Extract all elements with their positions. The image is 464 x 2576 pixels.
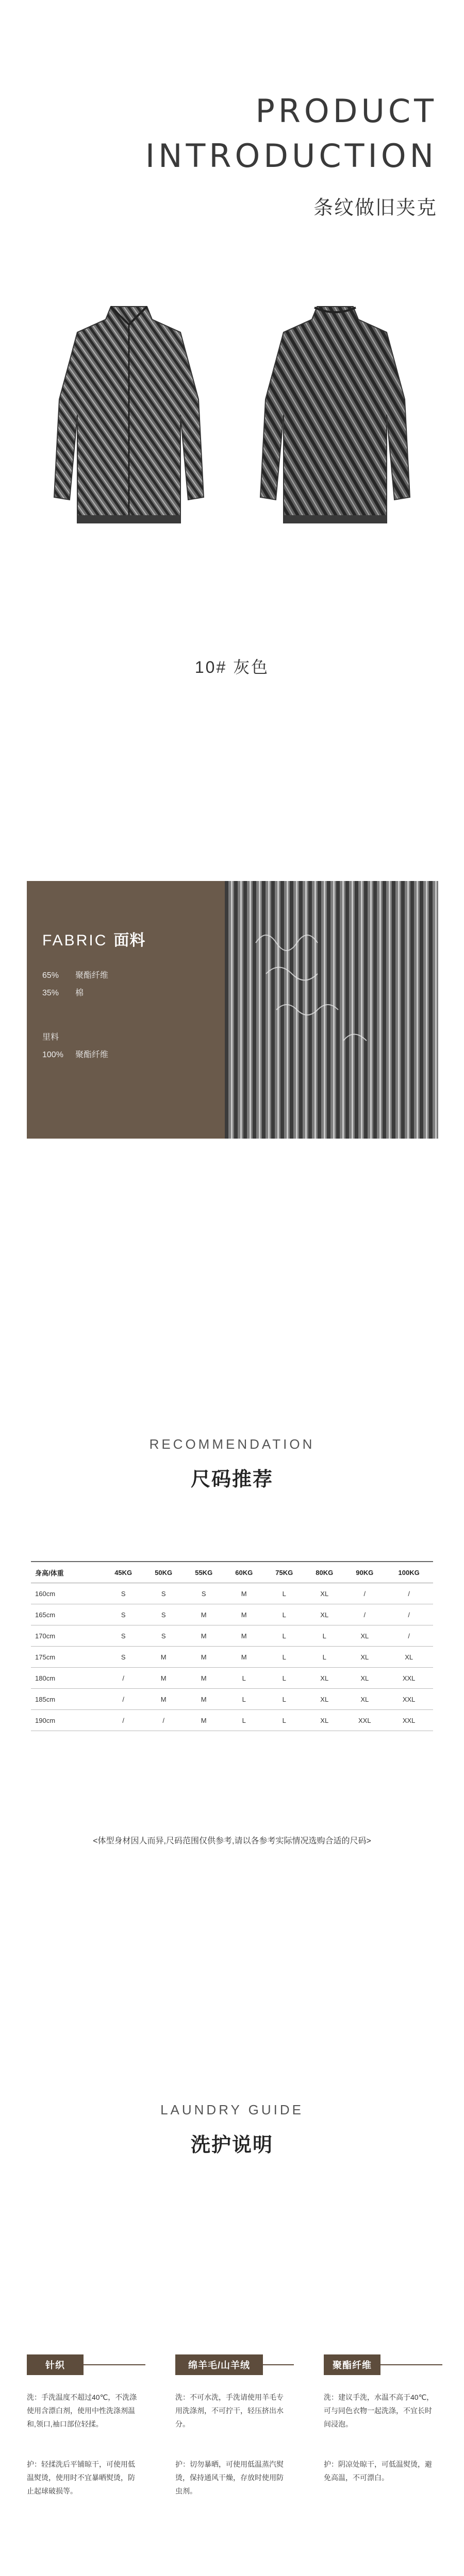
- fabric-material: 聚酯纤维: [75, 971, 109, 980]
- size-value-cell: M: [224, 1583, 264, 1604]
- size-height-cell: 185cm: [31, 1689, 103, 1710]
- size-value-cell: L: [264, 1668, 304, 1689]
- size-value-cell: /: [103, 1668, 143, 1689]
- care-maintain-text: 护：切勿暴晒，可使用低温蒸汽熨烫，保持通风干燥，存放时使用防虫剂。: [175, 2460, 284, 2495]
- size-value-cell: /: [344, 1604, 385, 1625]
- size-value-cell: /: [385, 1625, 433, 1647]
- care-divider: [380, 2364, 442, 2365]
- size-value-cell: S: [103, 1604, 143, 1625]
- lining-material: 聚酯纤维: [75, 1050, 109, 1059]
- fabric-title-en: FABRIC: [42, 932, 108, 949]
- size-value-cell: L: [264, 1710, 304, 1731]
- size-value-cell: M: [184, 1668, 224, 1689]
- size-value-cell: L: [224, 1710, 264, 1731]
- size-table-row: [31, 1689, 433, 1710]
- care-wash-text: 洗：建议手洗，水温不高于40℃，可与同色衣物一起洗涤，不宜长时间浸泡。: [324, 2393, 434, 2428]
- size-value-cell: S: [143, 1583, 184, 1604]
- size-value-cell: /: [103, 1689, 143, 1710]
- size-table-row: [31, 1668, 433, 1689]
- size-value-cell: M: [143, 1668, 184, 1689]
- size-table-row: [31, 1583, 433, 1604]
- care-maintain-text: 护：阴凉处晾干，可低温熨烫，避免高温，不可漂白。: [324, 2460, 432, 2482]
- size-note: <体型身材因人而异,尺码范围仅供参考,请以各参考实际情况选购合适的尺码>: [93, 1837, 371, 1845]
- fabric-closeup-image: [225, 881, 438, 1139]
- size-value-cell: L: [264, 1689, 304, 1710]
- size-height-cell: 170cm: [31, 1625, 103, 1647]
- size-value-cell: XL: [304, 1668, 344, 1689]
- size-header-cell: 100KG: [385, 1562, 433, 1583]
- fabric-pct: 35%: [42, 989, 59, 997]
- size-value-cell: XL: [304, 1604, 344, 1625]
- care-tag: 针织: [27, 2354, 84, 2375]
- size-value-cell: M: [143, 1647, 184, 1668]
- size-table-row: [31, 1647, 433, 1668]
- size-header-cell: 75KG: [264, 1562, 304, 1583]
- size-section-title-en: RECOMMENDATION: [149, 1436, 315, 1452]
- size-height-cell: 160cm: [31, 1583, 103, 1604]
- size-value-cell: M: [224, 1625, 264, 1647]
- care-divider: [263, 2364, 294, 2365]
- size-value-cell: XL: [344, 1668, 385, 1689]
- size-table-row: [31, 1625, 433, 1647]
- size-value-cell: XXL: [385, 1710, 433, 1731]
- size-value-cell: XXL: [344, 1710, 385, 1731]
- care-tag: 聚酯纤维: [324, 2354, 380, 2375]
- lining-pct: 100%: [42, 1050, 63, 1059]
- size-value-cell: M: [184, 1689, 224, 1710]
- size-value-cell: M: [184, 1647, 224, 1668]
- size-value-cell: L: [224, 1668, 264, 1689]
- fabric-panel: [27, 881, 225, 1139]
- size-value-cell: S: [103, 1625, 143, 1647]
- size-value-cell: XL: [344, 1625, 385, 1647]
- size-value-cell: L: [264, 1604, 304, 1625]
- size-header-cell: 80KG: [304, 1562, 344, 1583]
- size-height-cell: 175cm: [31, 1647, 103, 1668]
- size-value-cell: XL: [304, 1583, 344, 1604]
- laundry-section-title-cn: 洗护说明: [190, 2134, 273, 2156]
- size-value-cell: L: [264, 1647, 304, 1668]
- care-divider: [84, 2364, 145, 2365]
- size-value-cell: S: [103, 1647, 143, 1668]
- product-subtitle: 条纹做旧夹克: [313, 197, 437, 219]
- size-value-cell: XL: [385, 1647, 433, 1668]
- size-value-cell: /: [344, 1583, 385, 1604]
- laundry-section-title-en: LAUNDRY GUIDE: [160, 2102, 304, 2117]
- size-value-cell: XXL: [385, 1689, 433, 1710]
- jacket-back-image: [255, 296, 415, 544]
- size-height-cell: 165cm: [31, 1604, 103, 1625]
- size-value-cell: M: [184, 1625, 224, 1647]
- size-value-cell: /: [385, 1604, 433, 1625]
- size-value-cell: XL: [344, 1647, 385, 1668]
- size-value-cell: /: [103, 1710, 143, 1731]
- size-value-cell: XL: [304, 1710, 344, 1731]
- size-table-row: [31, 1604, 433, 1625]
- lining-label: 里料: [42, 1033, 59, 1042]
- size-table-header-row: [31, 1562, 433, 1583]
- size-value-cell: XL: [304, 1689, 344, 1710]
- size-height-cell: 190cm: [31, 1710, 103, 1731]
- size-value-cell: L: [264, 1625, 304, 1647]
- care-wash-text: 洗：不可水洗，手洗请使用羊毛专用洗涤剂，不可拧干，轻压挤出水分。: [175, 2393, 284, 2428]
- size-header-cell: 60KG: [224, 1562, 264, 1583]
- fabric-material: 棉: [75, 989, 84, 997]
- size-header-cell: 45KG: [103, 1562, 143, 1583]
- fabric-title: [42, 927, 145, 950]
- size-height-cell: 180cm: [31, 1668, 103, 1689]
- size-value-cell: M: [224, 1647, 264, 1668]
- size-value-cell: /: [385, 1583, 433, 1604]
- size-value-cell: S: [143, 1625, 184, 1647]
- size-value-cell: M: [143, 1689, 184, 1710]
- care-wash-text: 洗：手洗温度不超过40℃，不洗涤使用含漂白剂，使用中性洗涤剂温和,领口,袖口部位轻揉。: [27, 2393, 137, 2428]
- care-maintain-text: 护：轻揉洗后平铺晾干，可使用低温熨烫，使用时不宜暴晒熨烫，防止起球破损等。: [27, 2460, 135, 2495]
- fabric-row-2: [42, 986, 84, 998]
- size-value-cell: S: [103, 1583, 143, 1604]
- size-value-cell: L: [304, 1625, 344, 1647]
- size-header-cell: 身高/体重: [31, 1562, 103, 1583]
- fabric-pct: 65%: [42, 971, 59, 980]
- product-color-caption: 10# 灰色: [194, 658, 270, 676]
- title-line-2: INTRODUCTION: [145, 137, 437, 175]
- size-value-cell: XXL: [385, 1668, 433, 1689]
- lining-row: [42, 1048, 108, 1060]
- size-value-cell: M: [184, 1604, 224, 1625]
- size-value-cell: L: [224, 1689, 264, 1710]
- fabric-title-cn: 面料: [113, 932, 146, 949]
- size-value-cell: L: [304, 1647, 344, 1668]
- size-value-cell: L: [264, 1583, 304, 1604]
- size-value-cell: M: [224, 1604, 264, 1625]
- size-value-cell: M: [184, 1710, 224, 1731]
- size-value-cell: S: [143, 1604, 184, 1625]
- size-value-cell: /: [143, 1710, 184, 1731]
- care-tag: 绵羊毛/山羊绒: [175, 2354, 263, 2375]
- size-table: [31, 1561, 433, 1731]
- size-header-cell: 55KG: [184, 1562, 224, 1583]
- size-table-row: [31, 1710, 433, 1731]
- size-value-cell: XL: [344, 1689, 385, 1710]
- size-header-cell: 50KG: [143, 1562, 184, 1583]
- size-value-cell: S: [184, 1583, 224, 1604]
- size-header-cell: 90KG: [344, 1562, 385, 1583]
- title-line-1: PRODUCT: [255, 92, 437, 130]
- fabric-row-1: [42, 969, 108, 980]
- jacket-front-image: [49, 296, 209, 544]
- size-section-title-cn: 尺码推荐: [190, 1469, 273, 1490]
